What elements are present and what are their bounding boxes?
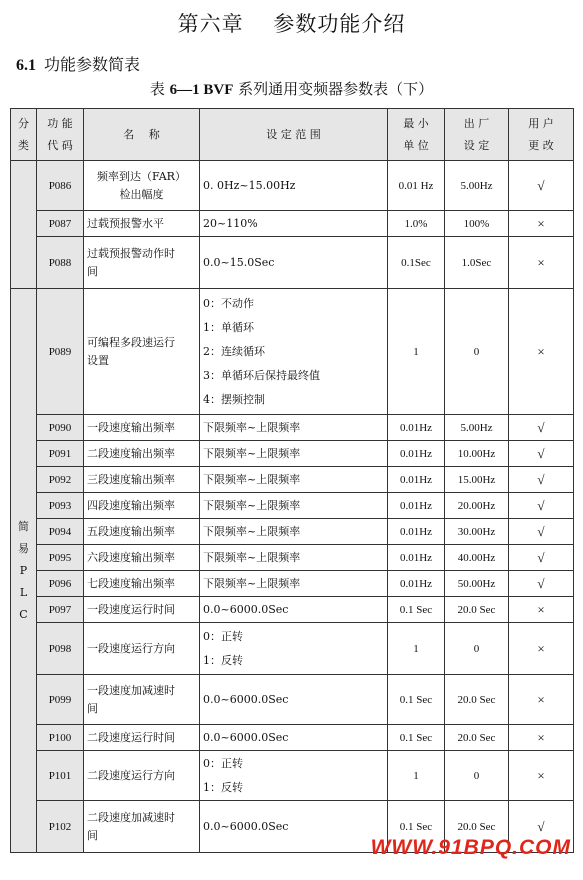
setting-range-line: 0.0~6000.0Sec <box>203 692 289 706</box>
group-cell-blank <box>11 161 37 289</box>
group-plc-char: P <box>19 563 28 577</box>
parameter-name <box>84 545 200 571</box>
min-unit: 0.01Hz <box>388 415 445 441</box>
setting-range-line: 0：正转 <box>203 629 243 643</box>
parameter-name-line: 二段速度运行时间 <box>87 730 175 744</box>
factory-default: 20.00Hz <box>445 493 509 519</box>
table-row <box>11 161 574 211</box>
user-modifiable: √ <box>509 441 574 467</box>
setting-range <box>200 493 388 519</box>
factory-default: 40.00Hz <box>445 545 509 571</box>
user-modifiable: √ <box>509 571 574 597</box>
parameter-name-line: 一段速度输出频率 <box>87 420 175 434</box>
function-code: P091 <box>37 441 84 467</box>
setting-range-line: 下限频率~上限频率 <box>203 420 301 434</box>
setting-range-line: 0：正转 <box>203 756 243 770</box>
table-row <box>11 493 574 519</box>
parameter-name-line: 一段速度加减速时 <box>87 683 175 697</box>
setting-range-line: 下限频率~上限频率 <box>203 446 301 460</box>
parameter-name <box>84 289 200 415</box>
setting-range <box>200 597 388 623</box>
factory-default: 5.00Hz <box>445 161 509 211</box>
parameter-name-line: 五段速度输出频率 <box>87 524 175 538</box>
min-unit: 0.1 Sec <box>388 801 445 853</box>
parameter-name-line: 检出幅度 <box>119 187 164 201</box>
user-modifiable: √ <box>509 519 574 545</box>
setting-range-line: 下限频率~上限频率 <box>203 576 301 590</box>
setting-range-line: 0.0~6000.0Sec <box>203 819 289 833</box>
min-unit: 0.01Hz <box>388 519 445 545</box>
header-unit: 最 小 单 位 <box>388 109 445 161</box>
setting-range-line: 下限频率~上限频率 <box>203 498 301 512</box>
parameter-table <box>10 108 574 853</box>
min-unit: 1 <box>388 623 445 675</box>
factory-default: 20.0 Sec <box>445 597 509 623</box>
table-row <box>11 415 574 441</box>
parameter-name-line: 间 <box>87 828 98 842</box>
function-code: P100 <box>37 725 84 751</box>
min-unit: 0.01Hz <box>388 493 445 519</box>
table-row <box>11 545 574 571</box>
user-modifiable: × <box>509 289 574 415</box>
caption-suffix: 系列通用变频器参数表（下） <box>233 80 434 98</box>
group-plc-char: 简 <box>18 519 29 533</box>
table-row <box>11 597 574 623</box>
function-code: P096 <box>37 571 84 597</box>
function-code: P101 <box>37 751 84 801</box>
function-code: P093 <box>37 493 84 519</box>
min-unit: 1.0% <box>388 211 445 237</box>
table-row <box>11 725 574 751</box>
min-unit: 0.01Hz <box>388 571 445 597</box>
caption-prefix: 表 <box>149 80 170 98</box>
table-caption <box>0 78 583 99</box>
group-plc-char: L <box>19 585 28 599</box>
parameter-name-line: 过载预报警动作时 <box>87 246 175 260</box>
parameter-name <box>84 211 200 237</box>
setting-range <box>200 801 388 853</box>
table-row <box>11 571 574 597</box>
group-plc-char: 易 <box>18 541 29 555</box>
setting-range <box>200 289 388 415</box>
user-modifiable: × <box>509 751 574 801</box>
header-group: 分 类 <box>11 109 37 161</box>
function-code: P089 <box>37 289 84 415</box>
user-modifiable: √ <box>509 493 574 519</box>
table-row <box>11 751 574 801</box>
function-code: P095 <box>37 545 84 571</box>
parameter-name-line: 一段速度运行方向 <box>87 641 175 655</box>
header-factory: 出 厂 设 定 <box>445 109 509 161</box>
setting-range-line: 1：反转 <box>203 780 243 794</box>
user-modifiable: √ <box>509 545 574 571</box>
section-heading <box>16 52 140 75</box>
setting-range-line: 0.0~6000.0Sec <box>203 602 289 616</box>
setting-range <box>200 751 388 801</box>
user-modifiable: × <box>509 597 574 623</box>
min-unit: 0.01Hz <box>388 467 445 493</box>
user-modifiable: √ <box>509 467 574 493</box>
min-unit: 0.1Sec <box>388 237 445 289</box>
parameter-name <box>84 623 200 675</box>
function-code: P097 <box>37 597 84 623</box>
header-name: 名 称 <box>84 109 200 161</box>
table-row <box>11 519 574 545</box>
site-watermark: WWW.91BPQ.COM <box>370 836 571 859</box>
parameter-name-line: 设置 <box>87 353 109 367</box>
factory-default: 10.00Hz <box>445 441 509 467</box>
setting-range <box>200 519 388 545</box>
setting-range-line: 3：单循环后保持最终值 <box>203 368 320 382</box>
function-code: P102 <box>37 801 84 853</box>
setting-range-line: 下限频率~上限频率 <box>203 472 301 486</box>
parameter-name <box>84 571 200 597</box>
table-row <box>11 441 574 467</box>
factory-default: 15.00Hz <box>445 467 509 493</box>
parameter-name <box>84 675 200 725</box>
user-modifiable: × <box>509 623 574 675</box>
setting-range <box>200 571 388 597</box>
user-modifiable: √ <box>509 415 574 441</box>
setting-range-line: 0.0~6000.0Sec <box>203 730 289 744</box>
table-row <box>11 289 574 415</box>
table-row <box>11 467 574 493</box>
function-code: P098 <box>37 623 84 675</box>
min-unit: 0.01Hz <box>388 545 445 571</box>
setting-range <box>200 237 388 289</box>
parameter-name-line: 四段速度输出频率 <box>87 498 175 512</box>
setting-range-line: 1：单循环 <box>203 320 254 334</box>
factory-default: 50.00Hz <box>445 571 509 597</box>
parameter-name-line: 六段速度输出频率 <box>87 550 175 564</box>
factory-default: 100% <box>445 211 509 237</box>
parameter-name <box>84 519 200 545</box>
parameter-name-line: 二段速度输出频率 <box>87 446 175 460</box>
setting-range-line: 4：摆频控制 <box>203 392 265 406</box>
setting-range-line: 下限频率~上限频率 <box>203 550 301 564</box>
parameter-name <box>84 467 200 493</box>
setting-range-line: 2：连续循环 <box>203 344 265 358</box>
parameter-name <box>84 415 200 441</box>
parameter-name <box>84 751 200 801</box>
caption-id: 6—1 BVF <box>169 82 234 98</box>
parameter-name <box>84 441 200 467</box>
setting-range-line: 1：反转 <box>203 653 243 667</box>
table-row <box>11 211 574 237</box>
setting-range-line: 0.0~15.0Sec <box>203 255 275 269</box>
table-row <box>11 623 574 675</box>
user-modifiable: × <box>509 237 574 289</box>
parameter-name-line: 七段速度输出频率 <box>87 576 175 590</box>
parameter-name <box>84 725 200 751</box>
setting-range <box>200 415 388 441</box>
function-code: P092 <box>37 467 84 493</box>
min-unit: 0.1 Sec <box>388 725 445 751</box>
section-number: 6.1 <box>16 57 36 74</box>
table-header-row <box>11 109 574 161</box>
factory-default: 0 <box>445 289 509 415</box>
setting-range-line: 下限频率~上限频率 <box>203 524 301 538</box>
min-unit: 0.1 Sec <box>388 675 445 725</box>
parameter-name <box>84 237 200 289</box>
factory-default: 0 <box>445 751 509 801</box>
group-cell-plc <box>11 289 37 853</box>
setting-range <box>200 675 388 725</box>
parameter-name-line: 间 <box>87 701 98 715</box>
function-code: P088 <box>37 237 84 289</box>
min-unit: 0.01Hz <box>388 441 445 467</box>
function-code: P090 <box>37 415 84 441</box>
section-title: 功能参数简表 <box>44 55 141 74</box>
parameter-name <box>84 801 200 853</box>
setting-range <box>200 725 388 751</box>
factory-default: 1.0Sec <box>445 237 509 289</box>
function-code: P086 <box>37 161 84 211</box>
setting-range <box>200 623 388 675</box>
parameter-name-line: 可编程多段速运行 <box>87 335 175 349</box>
parameter-name-line: 过载预报警水平 <box>87 216 164 230</box>
table-row <box>11 237 574 289</box>
min-unit: 1 <box>388 289 445 415</box>
setting-range <box>200 441 388 467</box>
factory-default: 5.00Hz <box>445 415 509 441</box>
user-modifiable: × <box>509 725 574 751</box>
function-code: P087 <box>37 211 84 237</box>
factory-default: 0 <box>445 623 509 675</box>
user-modifiable: √ <box>509 801 574 853</box>
factory-default: 30.00Hz <box>445 519 509 545</box>
chapter-title: 第六章 参数功能介绍 <box>177 12 406 36</box>
parameter-name-line: 一段速度运行时间 <box>87 602 175 616</box>
setting-range-line: 20~110% <box>203 216 258 230</box>
parameter-name <box>84 493 200 519</box>
setting-range-line: 0：不动作 <box>203 296 254 310</box>
setting-range <box>200 161 388 211</box>
factory-default: 20.0 Sec <box>445 801 509 853</box>
parameter-name-line: 二段速度运行方向 <box>87 768 175 782</box>
group-plc-char: C <box>19 607 28 621</box>
function-code: P094 <box>37 519 84 545</box>
min-unit: 0.1 Sec <box>388 597 445 623</box>
parameter-name <box>84 161 200 211</box>
factory-default: 20.0 Sec <box>445 725 509 751</box>
factory-default: 20.0 Sec <box>445 675 509 725</box>
header-user-mod: 用 户 更 改 <box>509 109 574 161</box>
setting-range-line: 0. 0Hz~15.00Hz <box>203 178 296 192</box>
setting-range <box>200 211 388 237</box>
header-range: 设 定 范 围 <box>200 109 388 161</box>
parameter-name-line: 三段速度输出频率 <box>87 472 175 486</box>
user-modifiable: √ <box>509 161 574 211</box>
min-unit: 1 <box>388 751 445 801</box>
parameter-name-line: 二段速度加减速时 <box>87 810 175 824</box>
min-unit: 0.01 Hz <box>388 161 445 211</box>
setting-range <box>200 467 388 493</box>
setting-range <box>200 545 388 571</box>
parameter-name-line: 间 <box>87 264 98 278</box>
user-modifiable: × <box>509 211 574 237</box>
header-code: 功 能 代 码 <box>37 109 84 161</box>
function-code: P099 <box>37 675 84 725</box>
parameter-name-line: 频率到达（FAR） <box>97 169 186 183</box>
table-row <box>11 675 574 725</box>
user-modifiable: × <box>509 675 574 725</box>
parameter-name <box>84 597 200 623</box>
